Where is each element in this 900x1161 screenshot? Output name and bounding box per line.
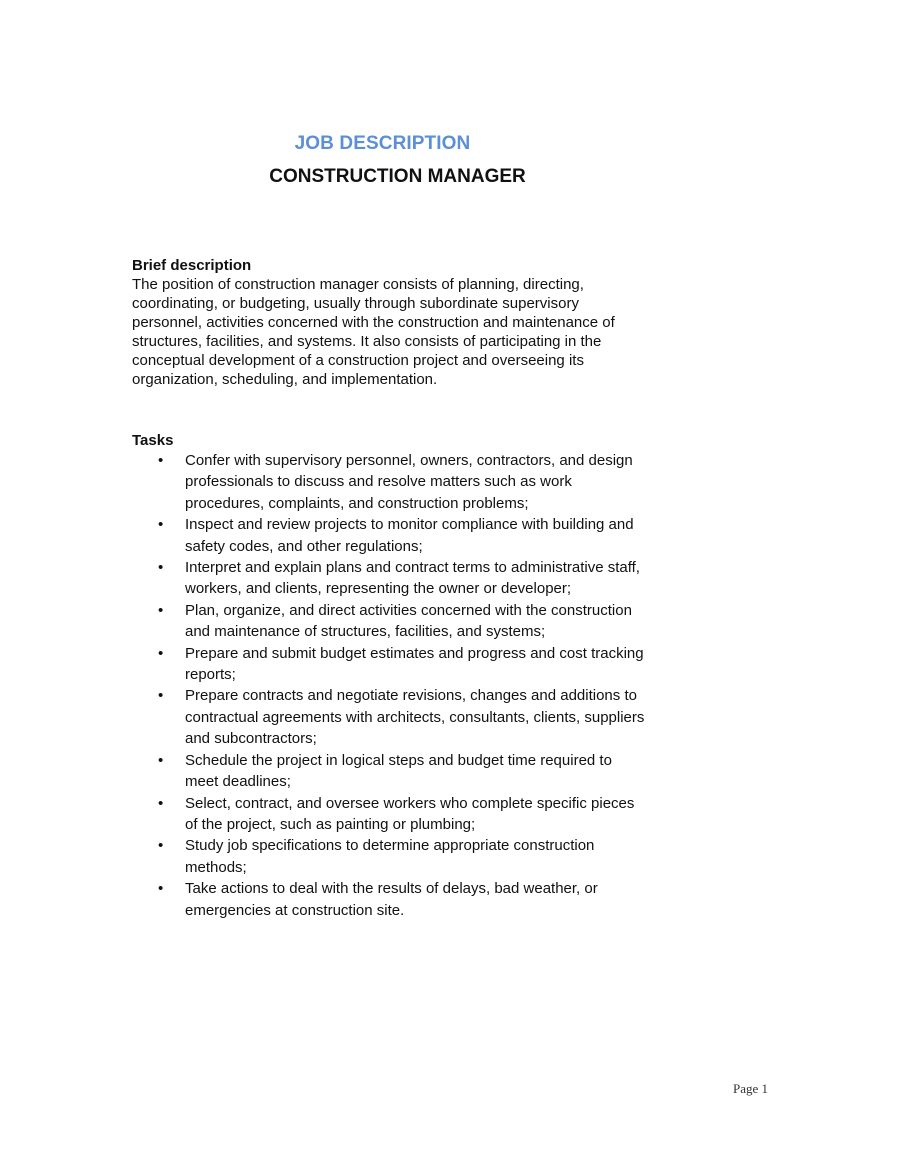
bullet-icon: • — [158, 837, 164, 855]
task-text: Plan, organize, and direct activities concerned with the construction and maintenance of structures, facilities, and systems; — [185, 601, 632, 641]
tasks-section — [132, 431, 652, 921]
bullet-icon: • — [158, 794, 164, 812]
tasks-heading: Tasks — [132, 432, 174, 449]
task-text: Select, contract, and oversee workers who complete specific pieces of the project, such as painting or plumbing; — [185, 794, 635, 833]
task-item — [132, 643, 645, 686]
task-text: Interpret and explain plans and contract terms to administrative staff, workers, and clients, representing the owner or developer; — [185, 559, 640, 598]
bullet-icon: • — [158, 516, 164, 534]
bullet-icon: • — [158, 644, 164, 662]
brief-description-text: The position of construction manager consists of planning, directing, coordinating, or budgeting, usually through subordinate supervisory personnel, activities concerned with the construction and maintenance of structures, facilities, and systems. It also consists of participating in the conceptual development of a construction project and overseeing its organization, scheduling, and implementation. — [132, 276, 615, 388]
task-item — [132, 750, 645, 793]
task-item — [132, 835, 645, 878]
task-item — [132, 878, 645, 921]
page-number: Page 1 — [733, 1081, 769, 1096]
task-text: Confer with supervisory personnel, owners, contractors, and design professionals to discuss and resolve matters such as work procedures, complaints, and construction problems; — [185, 452, 633, 512]
bullet-icon: • — [158, 880, 164, 898]
bullet-icon: • — [158, 452, 164, 469]
task-item — [132, 600, 645, 643]
task-text: Inspect and review projects to monitor compliance with building and safety codes, and other regulations; — [185, 516, 634, 555]
brief-description-heading: Brief description — [132, 257, 252, 274]
task-item — [132, 557, 645, 600]
brief-description-section — [132, 256, 652, 389]
document-title: JOB DESCRIPTION — [294, 133, 471, 154]
task-item — [132, 685, 645, 749]
bullet-icon: • — [158, 559, 164, 577]
bullet-icon: • — [158, 751, 164, 769]
task-item — [132, 793, 645, 836]
task-text: Study job specifications to determine appropriate construction methods; — [185, 837, 595, 876]
task-text: Schedule the project in logical steps and budget time required to meet deadlines; — [185, 751, 612, 791]
task-item — [132, 450, 645, 514]
bullet-icon: • — [158, 601, 164, 619]
task-text: Take actions to deal with the results of delays, bad weather, or emergencies at construction site. — [185, 880, 598, 919]
task-text: Prepare and submit budget estimates and progress and cost tracking reports; — [185, 644, 644, 684]
bullet-icon: • — [158, 687, 164, 705]
task-list — [132, 450, 652, 921]
task-text: Prepare contracts and negotiate revisions, changes and additions to contractual agreements with architects, consultants, clients, suppliers and subcontractors; — [185, 687, 645, 748]
task-item — [132, 514, 645, 557]
job-title: CONSTRUCTION MANAGER — [269, 166, 526, 187]
